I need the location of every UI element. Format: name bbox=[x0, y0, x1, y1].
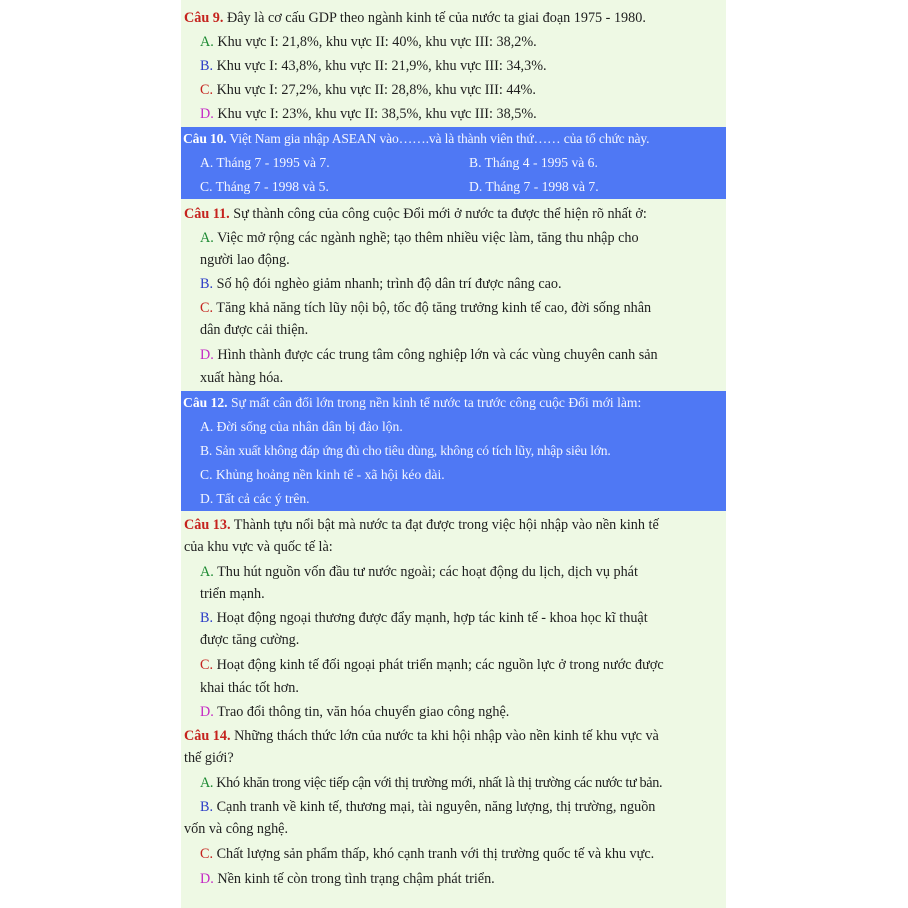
q11-option-d bbox=[200, 343, 726, 367]
option-text: Hình thành được các trung tâm công nghiệp lớn và các vùng chuyên canh sản bbox=[213, 347, 658, 363]
q11-option-d-cont: xuất hàng hóa. bbox=[200, 370, 284, 386]
option-text: Tăng khả năng tích lũy nội bộ, tốc độ tăng trưởng kinh tế cao, đời sống nhân bbox=[213, 300, 652, 316]
q12-option-c: C. Khủng hoảng nền kinh tế - xã hội kéo dài. bbox=[200, 467, 445, 482]
q13-option-a-cont: triển mạnh. bbox=[200, 586, 265, 602]
q12-option-b: B. Sản xuất không đáp ứng đủ cho tiêu dùng, không có tích lũy, nhập siêu lớn. bbox=[200, 443, 611, 458]
question-number: Câu 13. bbox=[184, 517, 231, 533]
question-10-stem bbox=[183, 128, 649, 150]
question-12-highlight bbox=[181, 391, 726, 511]
q14-option-a bbox=[200, 771, 726, 795]
question-text: Việt Nam gia nhập ASEAN vào…….và là thành viên thứ…… của tổ chức này. bbox=[226, 131, 650, 146]
option-text: Thu hút nguồn vốn đầu tư nước ngoài; các hoạt động du lịch, dịch vụ phát bbox=[213, 564, 638, 580]
option-text: Khu vực I: 27,2%, khu vực II: 28,8%, khu vực III: 44%. bbox=[213, 82, 536, 98]
q9-option-c bbox=[200, 78, 726, 102]
q11-option-b bbox=[200, 272, 726, 296]
option-text: Khu vực I: 21,8%, khu vực II: 40%, khu vực III: 38,2%. bbox=[213, 34, 537, 50]
option-letter: B. bbox=[200, 276, 214, 292]
question-text: Sự thành công của công cuộc Đổi mới ở nước ta được thể hiện rõ nhất ở: bbox=[229, 206, 647, 222]
q14-option-d bbox=[200, 867, 726, 891]
option-letter: D. bbox=[200, 106, 214, 122]
option-text: Việc mở rộng các ngành nghề; tạo thêm nhiều việc làm, tăng thu nhập cho bbox=[213, 230, 639, 246]
question-text: Thành tựu nổi bật mà nước ta đạt được trong việc hội nhập vào nền kinh tế bbox=[230, 517, 659, 533]
option-letter: B. bbox=[200, 799, 214, 815]
option-text: Khu vực I: 23%, khu vực II: 38,5%, khu vực III: 38,5%. bbox=[213, 106, 537, 122]
option-letter: D. bbox=[200, 871, 214, 887]
option-letter: D. bbox=[200, 347, 214, 363]
q14-option-c bbox=[200, 842, 726, 866]
q10-option-c: C. Tháng 7 - 1998 và 5. bbox=[200, 179, 329, 194]
q14-option-b-cont: vốn và công nghệ. bbox=[184, 821, 289, 837]
option-letter: B. bbox=[200, 58, 214, 74]
question-number: Câu 10. bbox=[183, 131, 227, 146]
question-11-stem bbox=[184, 202, 725, 226]
q11-option-a-cont: người lao động. bbox=[200, 252, 290, 268]
q10-option-b: B. Tháng 4 - 1995 và 6. bbox=[469, 155, 598, 170]
question-13-stem bbox=[184, 513, 725, 537]
question-14-stem bbox=[184, 724, 725, 748]
option-text: Khó khăn trong việc tiếp cận với thị trường mới, nhất là thị trường các nước tư bản. bbox=[213, 775, 663, 791]
question-9-stem bbox=[184, 6, 725, 30]
option-letter: B. bbox=[200, 610, 214, 626]
q9-option-b bbox=[200, 54, 726, 78]
question-number: Câu 11. bbox=[184, 206, 230, 222]
option-text: Hoạt động ngoại thương được đẩy mạnh, hợp tác kinh tế - khoa học kĩ thuật bbox=[213, 610, 648, 626]
option-letter: C. bbox=[200, 82, 214, 98]
option-letter: A. bbox=[200, 230, 214, 246]
option-text: Chất lượng sản phẩm thấp, khó cạnh tranh với thị trường quốc tế và khu vực. bbox=[213, 846, 655, 862]
option-text: Khu vực I: 43,8%, khu vực II: 21,9%, khu vực III: 34,3%. bbox=[213, 58, 547, 74]
option-letter: C. bbox=[200, 300, 214, 316]
question-12-stem bbox=[183, 392, 641, 414]
question-number: Câu 9. bbox=[184, 10, 224, 26]
option-letter: D. bbox=[200, 704, 214, 720]
q9-option-d bbox=[200, 102, 726, 126]
question-13-stem-cont: của khu vực và quốc tế là: bbox=[184, 539, 333, 555]
q9-option-a bbox=[200, 30, 726, 54]
q11-option-c bbox=[200, 296, 726, 320]
q11-option-c-cont: dân được cải thiện. bbox=[200, 322, 309, 338]
q11-option-a bbox=[200, 226, 726, 250]
option-text: Hoạt động kinh tế đối ngoại phát triển mạnh; các nguồn lực ở trong nước được bbox=[213, 657, 664, 673]
option-text: Cạnh tranh về kinh tế, thương mại, tài nguyên, năng lượng, thị trường, nguồn bbox=[213, 799, 656, 815]
q10-option-a: A. Tháng 7 - 1995 và 7. bbox=[200, 155, 330, 170]
option-letter: C. bbox=[200, 657, 214, 673]
option-letter: C. bbox=[200, 846, 214, 862]
option-letter: A. bbox=[200, 34, 214, 50]
q13-option-b bbox=[200, 606, 726, 630]
q13-option-b-cont: được tăng cường. bbox=[200, 632, 300, 648]
option-text: Số hộ đói nghèo giảm nhanh; trình độ dân trí được nâng cao. bbox=[213, 276, 562, 292]
option-text: Trao đổi thông tin, văn hóa chuyển giao công nghệ. bbox=[213, 704, 510, 720]
q13-option-d bbox=[200, 700, 726, 724]
q12-option-d: D. Tất cả các ý trên. bbox=[200, 491, 310, 506]
question-10-highlight bbox=[181, 127, 726, 199]
option-letter: A. bbox=[200, 775, 214, 791]
question-14-stem-cont: thế giới? bbox=[184, 750, 234, 766]
question-text: Sự mất cân đối lớn trong nền kinh tế nước ta trước công cuộc Đổi mới làm: bbox=[227, 395, 642, 410]
q12-option-a: A. Đời sống của nhân dân bị đảo lộn. bbox=[200, 419, 403, 434]
question-text: Đây là cơ cấu GDP theo ngành kinh tế của nước ta giai đoạn 1975 - 1980. bbox=[223, 10, 646, 26]
question-number: Câu 14. bbox=[184, 728, 231, 744]
question-number: Câu 12. bbox=[183, 395, 228, 410]
option-text: Nền kinh tế còn trong tình trạng chậm phát triển. bbox=[213, 871, 495, 887]
q10-option-d: D. Tháng 7 - 1998 và 7. bbox=[469, 179, 599, 194]
q14-option-b bbox=[200, 795, 726, 819]
q13-option-c-cont: khai thác tốt hơn. bbox=[200, 680, 299, 696]
q13-option-c bbox=[200, 653, 726, 677]
option-letter: A. bbox=[200, 564, 214, 580]
question-text: Những thách thức lớn của nước ta khi hội nhập vào nền kinh tế khu vực và bbox=[230, 728, 659, 744]
q13-option-a bbox=[200, 560, 726, 584]
